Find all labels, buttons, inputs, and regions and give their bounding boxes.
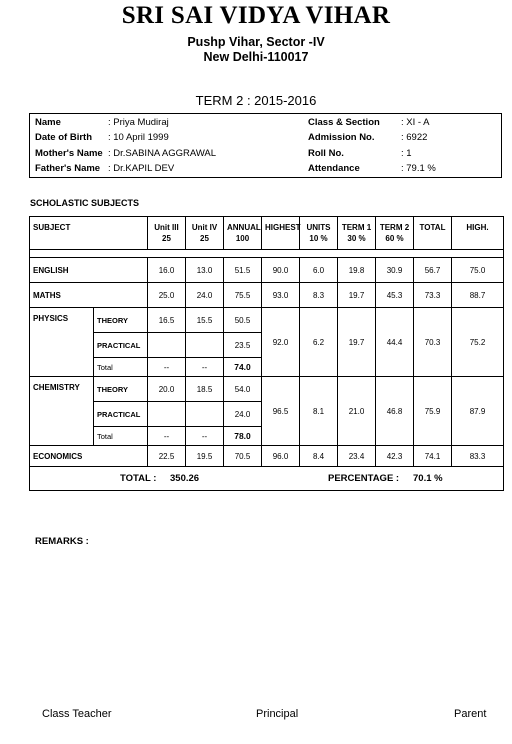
cell: 75.5 <box>224 283 262 308</box>
cell: 19.7 <box>338 308 376 377</box>
principal-signature: Principal <box>256 708 299 720</box>
header-subject: SUBJECT <box>30 217 148 250</box>
attendance-value: : 79.1 % <box>401 163 436 174</box>
cell: 13.0 <box>186 258 224 283</box>
name-label: Name <box>35 117 61 128</box>
total-value: 350.26 <box>170 473 200 484</box>
subject-chemistry: CHEMISTRY <box>30 377 94 446</box>
cell: 19.5 <box>186 446 224 467</box>
cell: 88.7 <box>452 283 504 308</box>
admission-label: Admission No. <box>308 132 375 143</box>
cell: 54.0 <box>224 377 262 402</box>
chemistry-total-label: Total <box>94 427 148 446</box>
admission-value: : 6922 <box>401 132 428 143</box>
cell: 50.5 <box>224 308 262 333</box>
class-section-label: Class & Section <box>308 117 380 128</box>
chemistry-practical-label: PRACTICAL <box>94 402 148 427</box>
subject-economics: ECONOMICS <box>30 446 148 467</box>
summary-cell <box>30 467 504 491</box>
cell: 19.7 <box>338 283 376 308</box>
school-address-line2: New Delhi-110017 <box>203 50 309 64</box>
physics-theory-label: THEORY <box>94 308 148 333</box>
cell: 8.4 <box>300 446 338 467</box>
percentage-label: PERCENTAGE : <box>328 473 400 484</box>
school-name: SRI SAI VIDYA VIHAR <box>121 2 391 29</box>
cell: 20.0 <box>148 377 186 402</box>
class-section-value: : XI - A <box>401 117 430 128</box>
father-name-value: : Dr.KAPIL DEV <box>108 163 175 174</box>
cell: 78.0 <box>224 427 262 446</box>
physics-practical-label: PRACTICAL <box>94 333 148 358</box>
roll-value: : 1 <box>401 148 412 159</box>
cell: 45.3 <box>376 283 414 308</box>
subject-maths: MATHS <box>30 283 148 308</box>
subject-english: ENGLISH <box>30 258 148 283</box>
cell: 6.2 <box>300 308 338 377</box>
cell <box>148 402 186 427</box>
cell: -- <box>148 358 186 377</box>
cell: 8.3 <box>300 283 338 308</box>
cell: 75.9 <box>414 377 452 446</box>
student-info-box <box>29 113 502 178</box>
attendance-label: Attendance <box>308 163 360 174</box>
scholastic-title: SCHOLASTIC SUBJECTS <box>30 198 140 208</box>
table-header-row <box>30 217 504 250</box>
term-title: TERM 2 : 2015-2016 <box>195 93 317 108</box>
cell: 21.0 <box>338 377 376 446</box>
table-row <box>30 308 504 333</box>
cell: 23.5 <box>224 333 262 358</box>
cell: 87.9 <box>452 377 504 446</box>
school-address-line1: Pushp Vihar, Sector -IV <box>187 35 325 49</box>
cell: 44.4 <box>376 308 414 377</box>
cell: -- <box>148 427 186 446</box>
table-row <box>30 446 504 467</box>
cell: -- <box>186 427 224 446</box>
header-term2: TERM 2 60 % <box>376 217 414 250</box>
cell: 15.5 <box>186 308 224 333</box>
cell: 74.0 <box>224 358 262 377</box>
remarks-label: REMARKS : <box>35 536 89 547</box>
spacer-row <box>30 250 504 258</box>
dob-value: : 10 April 1999 <box>108 132 169 143</box>
cell: 16.0 <box>148 258 186 283</box>
header-total: TOTAL <box>414 217 452 250</box>
header-unit3: Unit III 25 <box>148 217 186 250</box>
cell: 42.3 <box>376 446 414 467</box>
cell: 92.0 <box>262 308 300 377</box>
cell: 19.8 <box>338 258 376 283</box>
cell: -- <box>186 358 224 377</box>
table-row <box>30 258 504 283</box>
cell: 6.0 <box>300 258 338 283</box>
cell: 56.7 <box>414 258 452 283</box>
father-name-label: Father's Name <box>35 163 101 174</box>
cell: 83.3 <box>452 446 504 467</box>
summary-row <box>30 467 504 491</box>
cell: 96.5 <box>262 377 300 446</box>
cell: 25.0 <box>148 283 186 308</box>
subject-physics: PHYSICS <box>30 308 94 377</box>
cell: 96.0 <box>262 446 300 467</box>
cell: 93.0 <box>262 283 300 308</box>
table-row <box>30 283 504 308</box>
cell: 23.4 <box>338 446 376 467</box>
cell: 74.1 <box>414 446 452 467</box>
cell: 8.1 <box>300 377 338 446</box>
cell <box>186 333 224 358</box>
cell: 46.8 <box>376 377 414 446</box>
total-label: TOTAL : <box>120 473 157 484</box>
cell: 75.2 <box>452 308 504 377</box>
cell <box>148 333 186 358</box>
cell: 24.0 <box>186 283 224 308</box>
marks-table <box>29 216 504 491</box>
cell: 22.5 <box>148 446 186 467</box>
cell: 73.3 <box>414 283 452 308</box>
header-annual: ANNUAL 100 <box>224 217 262 250</box>
cell: 16.5 <box>148 308 186 333</box>
cell: 30.9 <box>376 258 414 283</box>
name-value: : Priya Mudiraj <box>108 117 169 128</box>
cell: 70.3 <box>414 308 452 377</box>
mother-name-value: : Dr.SABINA AGGRAWAL <box>108 148 217 159</box>
class-teacher-signature: Class Teacher <box>42 708 112 720</box>
header-highest: HIGHEST <box>262 217 300 250</box>
header-term1: TERM 1 30 % <box>338 217 376 250</box>
percentage-value: 70.1 % <box>413 473 443 484</box>
cell <box>186 402 224 427</box>
chemistry-theory-label: THEORY <box>94 377 148 402</box>
mother-name-label: Mother's Name <box>35 148 103 159</box>
cell: 51.5 <box>224 258 262 283</box>
cell: 18.5 <box>186 377 224 402</box>
header-unit4: Unit IV 25 <box>186 217 224 250</box>
dob-label: Date of Birth <box>35 132 92 143</box>
cell: 90.0 <box>262 258 300 283</box>
cell: 70.5 <box>224 446 262 467</box>
physics-total-label: Total <box>94 358 148 377</box>
header-high: HIGH. <box>452 217 504 250</box>
cell: 24.0 <box>224 402 262 427</box>
cell: 75.0 <box>452 258 504 283</box>
header-units: UNITS 10 % <box>300 217 338 250</box>
roll-label: Roll No. <box>308 148 344 159</box>
parent-signature: Parent <box>454 708 487 720</box>
table-row <box>30 377 504 402</box>
